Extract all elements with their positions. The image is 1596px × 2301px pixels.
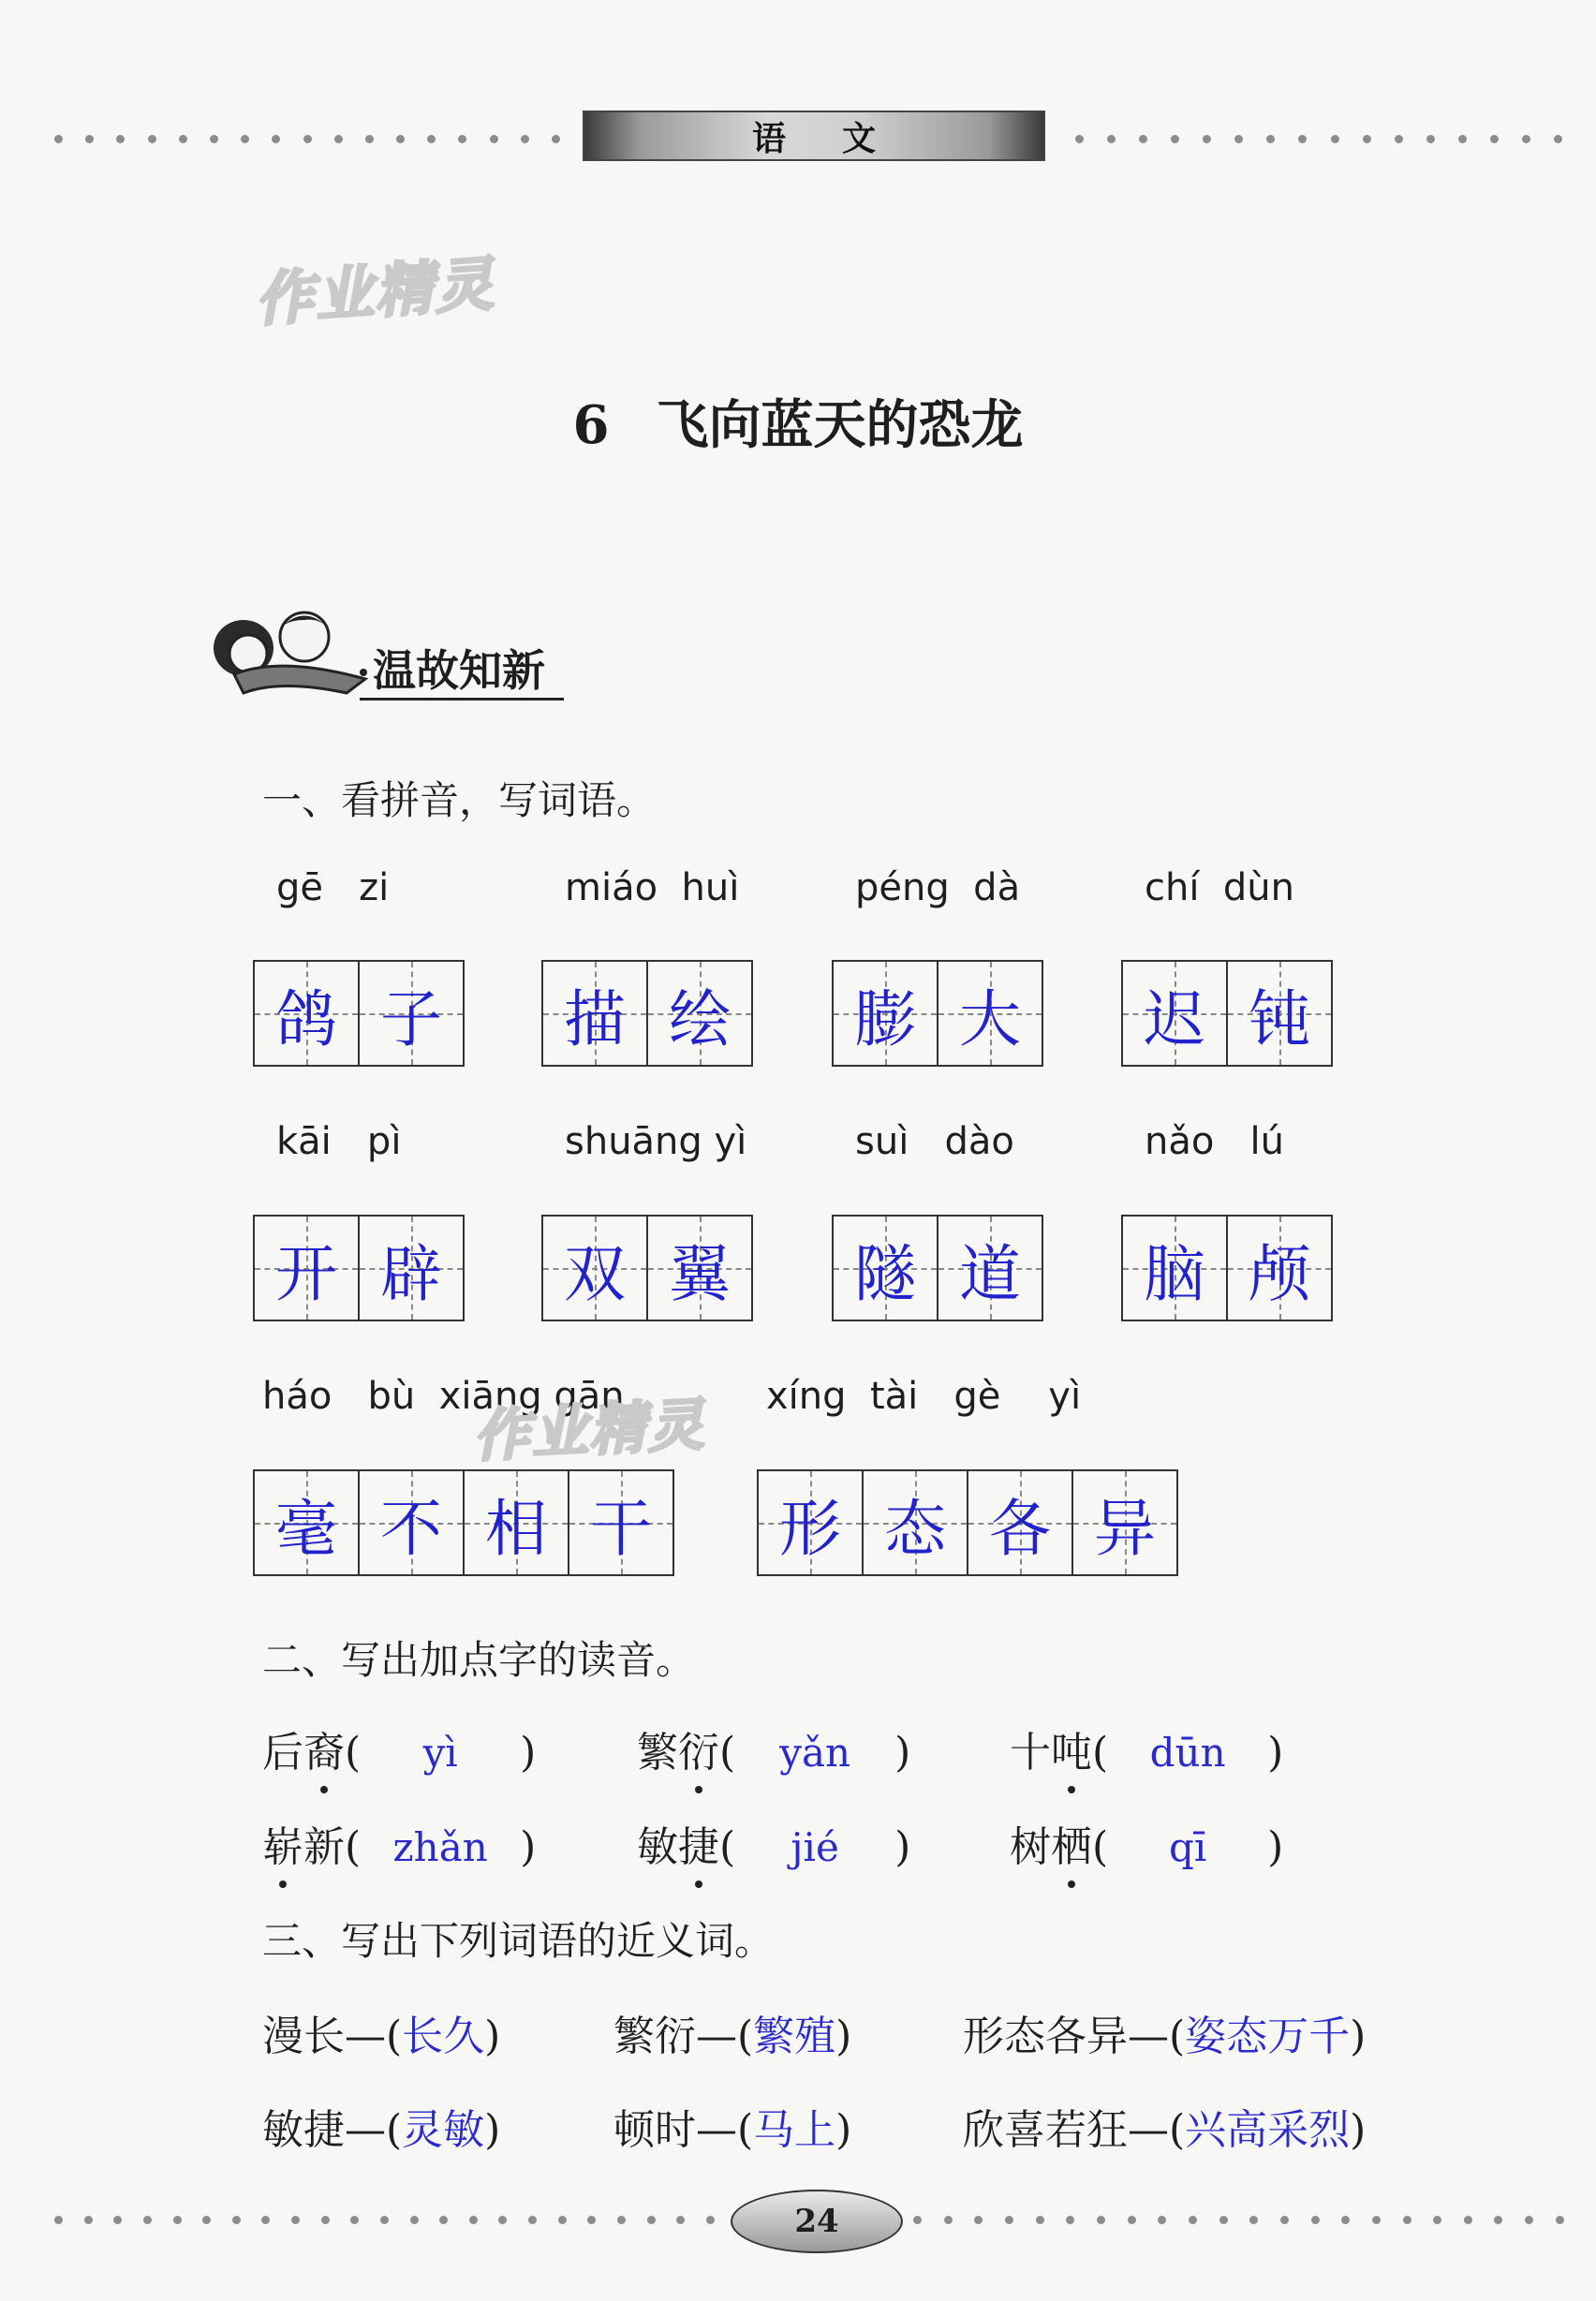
reading-item bbox=[262, 1813, 536, 1873]
paren-close: ) bbox=[894, 1823, 911, 1871]
decor-dot bbox=[1097, 2216, 1105, 2224]
decor-dot bbox=[1458, 135, 1467, 143]
q1-title: 一、看拼音，写词语。 bbox=[262, 777, 657, 823]
decor-dot bbox=[1395, 135, 1403, 143]
lesson-title-text: 飞向蓝天的恐龙 bbox=[656, 394, 1024, 456]
reading-item bbox=[1010, 1813, 1283, 1873]
answer-cell[interactable] bbox=[646, 960, 753, 1067]
decor-dot bbox=[1494, 2216, 1502, 2224]
answer-cell[interactable] bbox=[358, 1215, 465, 1321]
answer-cell[interactable] bbox=[358, 960, 465, 1067]
answer-word[interactable]: 兴高采烈 bbox=[1185, 2106, 1351, 2154]
decor-dot bbox=[1522, 135, 1530, 143]
answer-pinyin[interactable]: yì bbox=[422, 1730, 458, 1776]
subject-header-bar bbox=[583, 111, 1045, 161]
lesson-number: 6 bbox=[572, 394, 610, 456]
answer-pinyin[interactable]: dūn bbox=[1149, 1730, 1226, 1776]
answer-char: 膨 bbox=[854, 982, 916, 1055]
pinyin-label: kāi pì bbox=[276, 1120, 402, 1163]
dotted-char: 裔 bbox=[303, 1729, 345, 1777]
paren-close: ) bbox=[484, 2013, 501, 2060]
watermark-middle: 作业精灵 bbox=[471, 1392, 707, 1470]
paren-open: ( bbox=[345, 1729, 362, 1777]
q2-title: 二、写出加点字的读音。 bbox=[262, 1637, 696, 1683]
decor-dot bbox=[944, 2216, 953, 2224]
pinyin-label: suì dào bbox=[855, 1120, 1014, 1163]
pinyin-label: péng dà bbox=[855, 866, 1021, 909]
decor-dot bbox=[1075, 135, 1084, 143]
decor-dot bbox=[1372, 2216, 1381, 2224]
decor-dot bbox=[210, 135, 218, 143]
page-number: 24 bbox=[794, 2203, 839, 2240]
dash: —( bbox=[345, 2013, 403, 2060]
decor-dot bbox=[396, 135, 405, 143]
answer-cell[interactable] bbox=[541, 960, 648, 1067]
decor-dot bbox=[350, 2216, 359, 2224]
footer-dots-right bbox=[913, 2213, 1564, 2226]
tianzige-grid bbox=[1121, 1215, 1333, 1321]
answer-cell[interactable] bbox=[832, 960, 938, 1067]
answer-char: 干 bbox=[590, 1492, 652, 1565]
answer-char: 钝 bbox=[1249, 982, 1310, 1055]
decor-dot bbox=[365, 135, 374, 143]
pinyin-label: háo bù xiāng gān bbox=[262, 1375, 625, 1418]
decor-dot bbox=[498, 2216, 507, 2224]
answer-pinyin[interactable]: zhǎn bbox=[392, 1824, 488, 1870]
decor-dot bbox=[1554, 135, 1562, 143]
decor-dot bbox=[148, 135, 156, 143]
lesson-title bbox=[0, 384, 1596, 459]
answer-char: 脑 bbox=[1144, 1237, 1205, 1310]
decor-dot bbox=[427, 135, 436, 143]
answer-pinyin[interactable]: qī bbox=[1169, 1824, 1207, 1870]
tianzige-grid bbox=[253, 960, 465, 1067]
answer-word[interactable]: 姿态万千 bbox=[1185, 2013, 1351, 2060]
decor-dot bbox=[241, 135, 249, 143]
decor-dot bbox=[1219, 2216, 1228, 2224]
dotted-char: 崭 bbox=[262, 1823, 303, 1871]
answer-cell[interactable] bbox=[757, 1469, 864, 1576]
decor-dot bbox=[1128, 2216, 1136, 2224]
source-word: 敏捷 bbox=[262, 2106, 345, 2154]
decor-dot bbox=[1066, 2216, 1074, 2224]
decor-dot bbox=[1036, 2216, 1044, 2224]
paren-close: ) bbox=[1350, 2106, 1367, 2154]
answer-cell[interactable] bbox=[358, 1469, 465, 1576]
decor-dot bbox=[1426, 135, 1435, 143]
dash: —( bbox=[1128, 2106, 1186, 2154]
footer-dots-left bbox=[54, 2213, 715, 2226]
page-number-badge bbox=[731, 2190, 903, 2253]
decor-dot bbox=[1005, 2216, 1013, 2224]
plain-char: 繁 bbox=[637, 1729, 678, 1777]
answer-word[interactable]: 马上 bbox=[753, 2106, 836, 2154]
decor-dot bbox=[490, 135, 498, 143]
synonym-item bbox=[262, 2096, 500, 2156]
plain-char: 后 bbox=[262, 1729, 303, 1777]
paren-open: ( bbox=[1092, 1823, 1109, 1871]
tianzige-grid bbox=[832, 1215, 1043, 1321]
decor-dot bbox=[1234, 135, 1243, 143]
pinyin-label: shuāng yì bbox=[565, 1120, 747, 1163]
answer-char: 迟 bbox=[1144, 982, 1205, 1055]
decor-dot bbox=[676, 2216, 685, 2224]
decor-dot bbox=[913, 2216, 922, 2224]
decor-dot bbox=[1311, 2216, 1320, 2224]
decor-dot bbox=[1298, 135, 1307, 143]
reading-item bbox=[637, 1813, 910, 1873]
subject-label: 语文 bbox=[751, 118, 932, 158]
decor-dot bbox=[1266, 135, 1275, 143]
answer-word[interactable]: 长久 bbox=[402, 2013, 485, 2060]
answer-cell[interactable] bbox=[568, 1469, 674, 1576]
tianzige-grid bbox=[253, 1215, 465, 1321]
decor-dot bbox=[1280, 2216, 1289, 2224]
decor-dot bbox=[1331, 135, 1339, 143]
answer-char: 隧 bbox=[854, 1237, 916, 1310]
paren-close: ) bbox=[520, 1823, 537, 1871]
pinyin-label: xíng tài gè yì bbox=[766, 1375, 1082, 1418]
answer-cell[interactable] bbox=[253, 1215, 360, 1321]
decor-dot bbox=[54, 135, 63, 143]
paren-close: ) bbox=[1267, 1729, 1284, 1777]
section-underline bbox=[360, 698, 564, 701]
decor-dot bbox=[232, 2216, 241, 2224]
q3-title: 三、写出下列词语的近义词。 bbox=[262, 1918, 775, 1964]
decor-dot bbox=[85, 135, 94, 143]
paren-close: ) bbox=[484, 2106, 501, 2154]
answer-char: 描 bbox=[564, 982, 626, 1055]
dotted-char: 栖 bbox=[1051, 1823, 1092, 1871]
tianzige-grid bbox=[832, 960, 1043, 1067]
decor-dot bbox=[410, 2216, 419, 2224]
decor-dot bbox=[617, 2216, 626, 2224]
answer-char: 子 bbox=[380, 982, 442, 1055]
paren-open: ( bbox=[345, 1823, 362, 1871]
answer-char: 辟 bbox=[380, 1237, 442, 1310]
decor-dot bbox=[552, 135, 560, 143]
decor-dot bbox=[1249, 2216, 1258, 2224]
reading-item bbox=[262, 1718, 536, 1778]
decor-dot bbox=[1433, 2216, 1441, 2224]
tianzige-grid bbox=[253, 1469, 674, 1576]
answer-cell[interactable] bbox=[1226, 1215, 1333, 1321]
decor-dot bbox=[84, 2216, 93, 2224]
decor-dot bbox=[1203, 135, 1211, 143]
synonym-item bbox=[963, 2096, 1366, 2156]
paren-close: ) bbox=[835, 2106, 852, 2154]
dash: —( bbox=[696, 2013, 754, 2060]
source-word: 顿时 bbox=[613, 2106, 696, 2154]
decor-dot bbox=[334, 135, 343, 143]
tianzige-grid bbox=[541, 960, 753, 1067]
answer-cell[interactable] bbox=[1226, 960, 1333, 1067]
decor-dot bbox=[179, 135, 187, 143]
decor-dot bbox=[1158, 2216, 1166, 2224]
answer-char: 形 bbox=[779, 1492, 841, 1565]
plain-char: 树 bbox=[1010, 1823, 1051, 1871]
plain-char: 十 bbox=[1010, 1729, 1051, 1777]
paren-open: ( bbox=[1092, 1729, 1109, 1777]
answer-word[interactable]: 繁殖 bbox=[753, 2013, 836, 2060]
answer-char: 双 bbox=[564, 1237, 626, 1310]
source-word: 形态各异 bbox=[963, 2013, 1128, 2060]
synonym-item bbox=[613, 2002, 851, 2062]
decor-dot bbox=[173, 2216, 182, 2224]
dash: —( bbox=[345, 2106, 403, 2154]
answer-char: 鸽 bbox=[275, 982, 337, 1055]
tianzige-grid bbox=[1121, 960, 1333, 1067]
answer-char: 毫 bbox=[275, 1492, 337, 1565]
decor-dot bbox=[439, 2216, 448, 2224]
answer-char: 道 bbox=[959, 1237, 1021, 1310]
paren-close: ) bbox=[1267, 1823, 1284, 1871]
answer-cell[interactable] bbox=[541, 1215, 648, 1321]
answer-char: 颅 bbox=[1249, 1237, 1310, 1310]
decor-dot bbox=[528, 2216, 537, 2224]
decor-dot bbox=[974, 2216, 983, 2224]
answer-word[interactable]: 灵敏 bbox=[402, 2106, 485, 2154]
watermark-top: 作业精灵 bbox=[253, 249, 497, 334]
tianzige-grid bbox=[757, 1469, 1178, 1576]
answer-char: 翼 bbox=[669, 1237, 731, 1310]
pinyin-label: miáo huì bbox=[565, 866, 740, 909]
decor-dot bbox=[380, 2216, 389, 2224]
decor-dot bbox=[469, 2216, 478, 2224]
decor-dot bbox=[261, 2216, 270, 2224]
pinyin-label: chí dùn bbox=[1145, 866, 1294, 909]
decor-dot bbox=[1189, 2216, 1197, 2224]
synonym-item bbox=[963, 2002, 1366, 2062]
decor-dot bbox=[1525, 2216, 1533, 2224]
decor-dot bbox=[202, 2216, 211, 2224]
reading-item bbox=[637, 1718, 910, 1778]
header-dots-right bbox=[1075, 132, 1562, 145]
decor-dot bbox=[303, 135, 312, 143]
decor-dot bbox=[113, 2216, 122, 2224]
paren-close: ) bbox=[1350, 2013, 1367, 2060]
section-title: 温故知新 bbox=[373, 645, 545, 696]
answer-cell[interactable] bbox=[1121, 960, 1228, 1067]
decor-dot bbox=[521, 135, 529, 143]
decor-dot bbox=[1490, 135, 1499, 143]
header-dots-left bbox=[54, 132, 560, 145]
decor-dot bbox=[321, 2216, 330, 2224]
dotted-char: 捷 bbox=[678, 1823, 719, 1871]
answer-cell[interactable] bbox=[937, 1215, 1043, 1321]
answer-cell[interactable] bbox=[862, 1469, 968, 1576]
source-word: 欣喜若狂 bbox=[963, 2106, 1128, 2154]
answer-cell[interactable] bbox=[646, 1215, 753, 1321]
pinyin-label: gē zi bbox=[276, 866, 390, 909]
paren-open: ( bbox=[719, 1729, 736, 1777]
source-word: 漫长 bbox=[262, 2013, 345, 2060]
answer-cell[interactable] bbox=[832, 1215, 938, 1321]
pinyin-label: nǎo lú bbox=[1145, 1120, 1284, 1163]
answer-char: 异 bbox=[1094, 1492, 1156, 1565]
answer-char: 态 bbox=[884, 1492, 946, 1565]
reading-item bbox=[1010, 1718, 1283, 1778]
decor-dot bbox=[1464, 2216, 1472, 2224]
answer-cell[interactable] bbox=[463, 1469, 569, 1576]
decor-dot bbox=[1341, 2216, 1350, 2224]
dotted-char: 吨 bbox=[1051, 1729, 1092, 1777]
paren-close: ) bbox=[835, 2013, 852, 2060]
answer-char: 开 bbox=[275, 1237, 337, 1310]
decor-dot bbox=[116, 135, 125, 143]
dash: —( bbox=[696, 2106, 754, 2154]
paren-close: ) bbox=[520, 1729, 537, 1777]
decor-dot bbox=[1107, 135, 1116, 143]
synonym-item bbox=[613, 2096, 851, 2156]
answer-cell[interactable] bbox=[1121, 1215, 1228, 1321]
answer-cell[interactable] bbox=[1071, 1469, 1178, 1576]
decor-dot bbox=[587, 2216, 596, 2224]
synonym-item bbox=[262, 2002, 500, 2062]
decor-dot bbox=[1363, 135, 1371, 143]
decor-dot bbox=[1171, 135, 1179, 143]
paren-open: ( bbox=[719, 1823, 736, 1871]
answer-char: 各 bbox=[989, 1492, 1051, 1565]
answer-pinyin[interactable]: jié bbox=[791, 1824, 839, 1870]
decor-dot bbox=[1139, 135, 1147, 143]
tianzige-grid bbox=[541, 1215, 753, 1321]
decor-dot bbox=[458, 135, 466, 143]
dotted-char: 衍 bbox=[678, 1729, 719, 1777]
answer-cell[interactable] bbox=[937, 960, 1043, 1067]
answer-char: 相 bbox=[485, 1492, 547, 1565]
decor-dot bbox=[1403, 2216, 1411, 2224]
decor-dot bbox=[706, 2216, 715, 2224]
decor-dot bbox=[143, 2216, 152, 2224]
plain-char: 敏 bbox=[637, 1823, 678, 1871]
answer-char: 不 bbox=[380, 1492, 442, 1565]
dash: —( bbox=[1128, 2013, 1186, 2060]
decor-dot bbox=[647, 2216, 656, 2224]
decor-dot bbox=[291, 2216, 300, 2224]
paren-close: ) bbox=[894, 1729, 911, 1777]
answer-pinyin[interactable]: yǎn bbox=[779, 1730, 851, 1776]
answer-cell[interactable] bbox=[967, 1469, 1073, 1576]
answer-char: 大 bbox=[959, 982, 1021, 1055]
answer-cell[interactable] bbox=[253, 1469, 360, 1576]
decor-dot bbox=[1556, 2216, 1564, 2224]
answer-cell[interactable] bbox=[253, 960, 360, 1067]
decor-dot bbox=[272, 135, 280, 143]
decor-dot bbox=[558, 2216, 567, 2224]
answer-char: 绘 bbox=[669, 982, 731, 1055]
plain-char: 新 bbox=[303, 1823, 345, 1871]
source-word: 繁衍 bbox=[613, 2013, 696, 2060]
decor-dot bbox=[54, 2216, 63, 2224]
